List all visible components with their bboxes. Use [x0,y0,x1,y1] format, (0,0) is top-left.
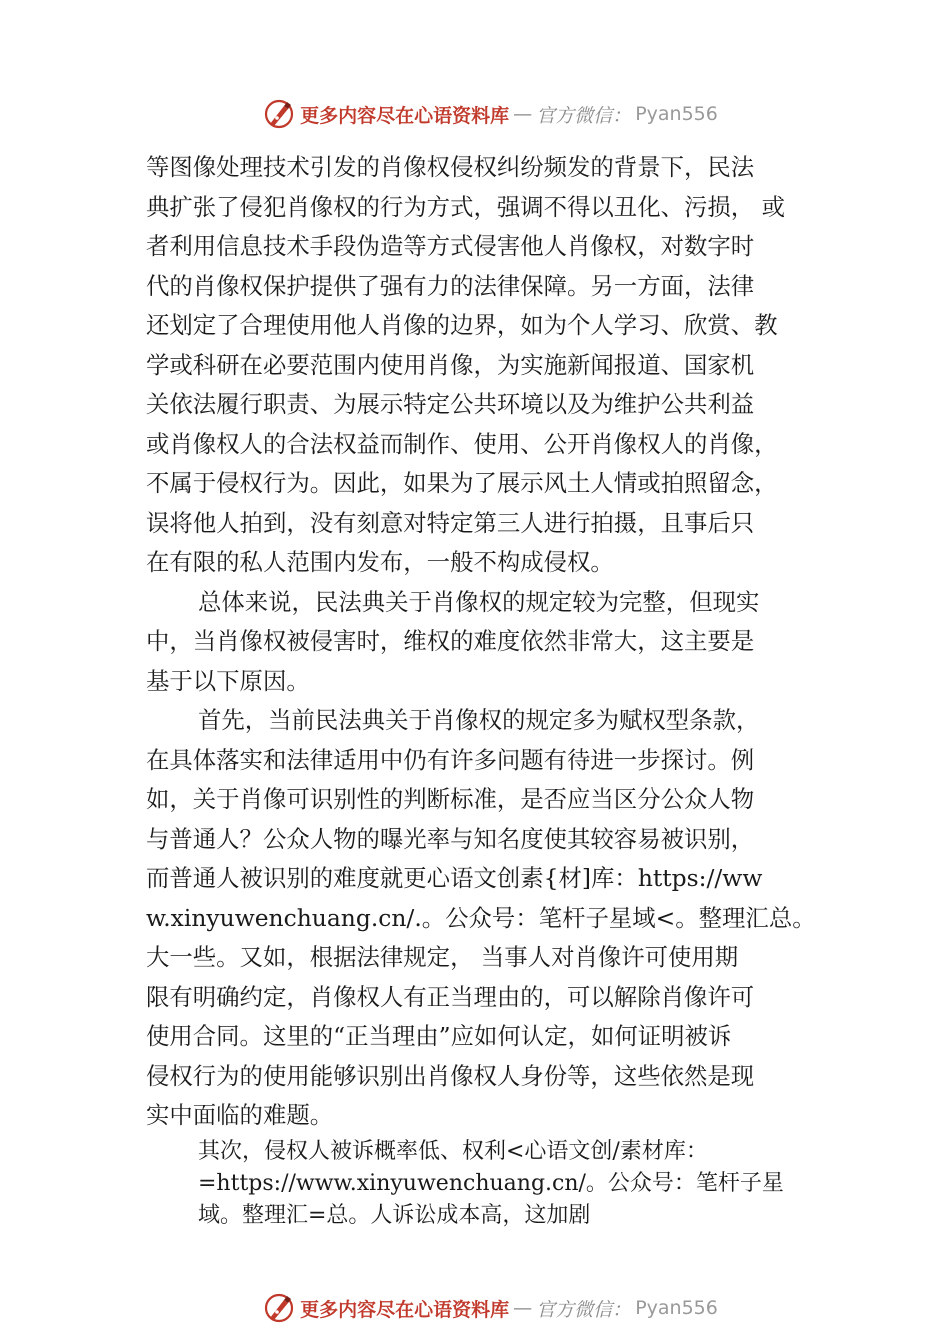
text-line: 等图像处理技术引发的肖像权侵权纠纷频发的背景下，民法 [146,153,755,181]
paragraph-4 [146,1136,836,1232]
banner-separator: — [513,1297,533,1319]
text-line: 与普通人？公众人物的曝光率与知名度使其较容易被识别， [146,824,755,853]
text-line: 误将他人拍到，没有刻意对特定第三人进行拍摄，且事后只 [146,508,755,537]
text-line: 或肖像权人的合法权益而制作、使用、公开肖像权人的肖像， [146,429,778,458]
pen-nib-logo-icon [262,1291,296,1325]
text-line: 首先，当前民法典关于肖像权的规定多为赋权型条款， [198,706,760,734]
footer-banner [0,1288,950,1328]
text-line: 代的肖像权保护提供了强有力的法律保障。另一方面，法律 [146,271,755,300]
text-line: 总体来说，民法典关于肖像权的规定较为完整，但现实 [198,587,760,616]
text-line: 在具体落实和法律适用中仍有许多问题有待进一步探讨。例 [146,745,755,774]
banner-wechat-label: 官方微信： [536,104,632,127]
document-body [146,148,836,1232]
text-line: 在有限的私人范围内发布，一般不构成侵权。 [146,548,614,576]
header-banner [0,94,950,134]
pen-nib-logo-icon [262,97,296,131]
banner-wechat-label: 官方微信： [536,1298,632,1321]
text-line: 中，当肖像权被侵害时，维权的难度依然非常大，这主要是 [146,627,755,655]
text-line: 典扩张了侵犯肖像权的行为方式，强调不得以丑化、污损， 或 [146,192,785,221]
text-line: 限有明确约定，肖像权人有正当理由的，可以解除肖像许可 [146,982,755,1011]
text-line: 其次，侵权人被诉概率低、权利<心语文创/素材库： [198,1138,708,1164]
text-line: 侵权行为的使用能够识别出肖像权人身份等，这些依然是现 [146,1061,755,1090]
footer-banner-inner [262,1291,718,1325]
text-line: 者利用信息技术手段伪造等方式侵害他人肖像权，对数字时 [146,232,755,260]
banner-main-text: 更多内容尽在心语资料库 [300,1298,510,1321]
text-line: 如，关于肖像可识别性的判断标准，是否应当区分公众人物 [146,785,755,813]
header-banner-inner [262,97,718,131]
text-line: 关依法履行职责、为展示特定公共环境以及为维护公共利益 [146,390,755,418]
paragraph-3 [146,701,836,1136]
text-line: 学或科研在必要范围内使用肖像，为实施新闻报道、国家机 [146,350,755,379]
text-line: 而普通人被识别的难度就更心语文创素{材]库：https://ww [146,864,763,892]
text-line: =https://www.xinyuwenchuang.cn/。公众号：笔杆子星 [198,1170,784,1196]
text-line: 域。整理汇=总。人诉讼成本高，这加剧 [198,1202,591,1228]
text-line: 不属于侵权行为。因此，如果为了展示风土人情或拍照留念， [146,469,778,497]
text-line: 实中面临的难题。 [146,1101,334,1129]
banner-wechat-id: Pyan556 [635,103,718,125]
banner-wechat-id: Pyan556 [635,1297,718,1319]
paragraph-1 [146,148,836,583]
paragraph-2 [146,583,836,702]
text-line: 大一些。又如，根据法律规定， 当事人对肖像许可使用期 [146,943,739,971]
text-line: 使用合同。这里的“正当理由”应如何认定，如何证明被诉 [146,1022,732,1050]
banner-separator: — [513,103,533,125]
banner-main-text: 更多内容尽在心语资料库 [300,104,510,127]
text-line: 还划定了合理使用他人肖像的边界，如为个人学习、欣赏、教 [146,311,778,339]
text-line: w.xinyuwenchuang.cn/.。公众号：笔杆子星域<。整理汇总。 [146,903,816,932]
text-line: 基于以下原因。 [146,666,310,695]
